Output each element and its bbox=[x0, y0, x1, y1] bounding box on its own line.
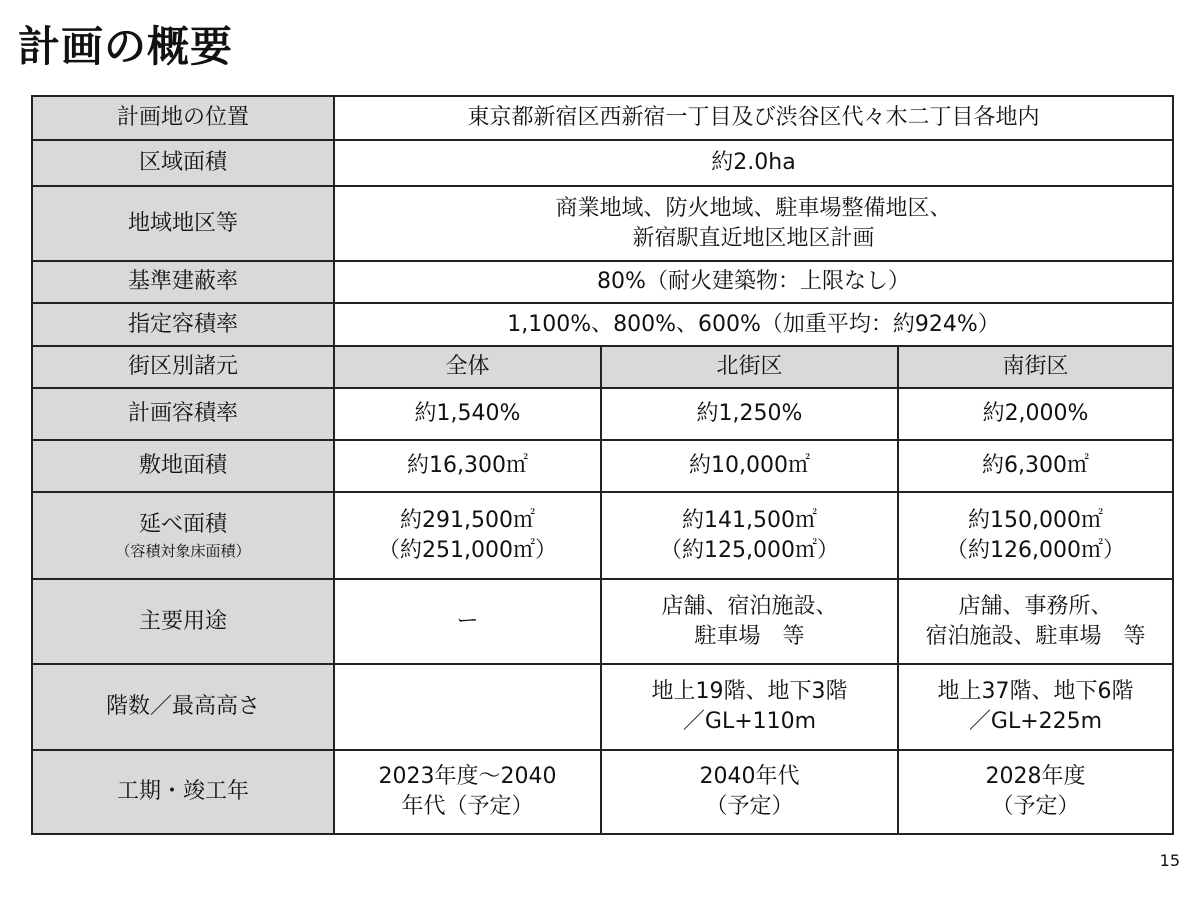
floor-area-overall: 約291,500㎡ （約251,000㎡） bbox=[334, 492, 601, 579]
schedule-north: 2040年代 （予定） bbox=[601, 750, 898, 834]
table-row-schedule bbox=[32, 750, 1173, 834]
floor-area-label: 延べ面積 bbox=[138, 511, 227, 537]
floor-area-south: 約150,000㎡ （約126,000㎡） bbox=[898, 492, 1173, 579]
far-value: 1,100%、800%、600%（加重平均：約924%） bbox=[334, 303, 1173, 346]
table-row-site-area bbox=[32, 440, 1173, 492]
column-header-overall: 全体 bbox=[334, 346, 601, 388]
page-title: 計画の概要 bbox=[18, 22, 234, 71]
table-row-planned-far bbox=[32, 388, 1173, 440]
row-label-zoning: 地域地区等 bbox=[32, 186, 334, 261]
main-use-south: 店舗、事務所、 宿泊施設、駐車場 等 bbox=[898, 579, 1173, 664]
floor-area-sublabel: （容積対象床面積） bbox=[115, 541, 251, 560]
table-row-area bbox=[32, 140, 1173, 186]
row-label-main-use: 主要用途 bbox=[32, 579, 334, 664]
row-label-coverage: 基準建蔽率 bbox=[32, 261, 334, 303]
row-label-location: 計画地の位置 bbox=[32, 96, 334, 140]
row-label-far: 指定容積率 bbox=[32, 303, 334, 346]
planned-far-north: 約1,250% bbox=[601, 388, 898, 440]
table-row-zoning bbox=[32, 186, 1173, 261]
plan-overview-table bbox=[31, 95, 1174, 835]
row-label-schedule: 工期・竣工年 bbox=[32, 750, 334, 834]
planned-far-overall: 約1,540% bbox=[334, 388, 601, 440]
table-row-location bbox=[32, 96, 1173, 140]
table-row-coverage bbox=[32, 261, 1173, 303]
column-header-north: 北街区 bbox=[601, 346, 898, 388]
site-area-overall: 約16,300㎡ bbox=[334, 440, 601, 492]
table-row-floors-height bbox=[32, 664, 1173, 750]
site-area-north: 約10,000㎡ bbox=[601, 440, 898, 492]
table-row-floor-area bbox=[32, 492, 1173, 579]
district-header-row bbox=[32, 346, 1173, 388]
table-row-far bbox=[32, 303, 1173, 346]
row-label-floor-area bbox=[32, 492, 334, 579]
planned-far-south: 約2,000% bbox=[898, 388, 1173, 440]
schedule-south: 2028年度 （予定） bbox=[898, 750, 1173, 834]
floors-height-north: 地上19階、地下3階 ／GL+110m bbox=[601, 664, 898, 750]
floors-height-overall bbox=[334, 664, 601, 750]
district-header-label: 街区別諸元 bbox=[32, 346, 334, 388]
row-label-area: 区域面積 bbox=[32, 140, 334, 186]
column-header-south: 南街区 bbox=[898, 346, 1173, 388]
location-value: 東京都新宿区西新宿一丁目及び渋谷区代々木二丁目各地内 bbox=[334, 96, 1173, 140]
page-number: 15 bbox=[1159, 851, 1180, 870]
schedule-overall: 2023年度～2040 年代（予定） bbox=[334, 750, 601, 834]
row-label-planned-far: 計画容積率 bbox=[32, 388, 334, 440]
row-label-floors-height: 階数／最高高さ bbox=[32, 664, 334, 750]
main-use-north: 店舗、宿泊施設、 駐車場 等 bbox=[601, 579, 898, 664]
floor-area-north: 約141,500㎡ （約125,000㎡） bbox=[601, 492, 898, 579]
area-value: 約2.0ha bbox=[334, 140, 1173, 186]
table-row-main-use bbox=[32, 579, 1173, 664]
site-area-south: 約6,300㎡ bbox=[898, 440, 1173, 492]
floors-height-south: 地上37階、地下6階 ／GL+225m bbox=[898, 664, 1173, 750]
coverage-value: 80%（耐火建築物：上限なし） bbox=[334, 261, 1173, 303]
row-label-site-area: 敷地面積 bbox=[32, 440, 334, 492]
main-use-overall: ー bbox=[334, 579, 601, 664]
zoning-value: 商業地域、防火地域、駐車場整備地区、 新宿駅直近地区地区計画 bbox=[334, 186, 1173, 261]
